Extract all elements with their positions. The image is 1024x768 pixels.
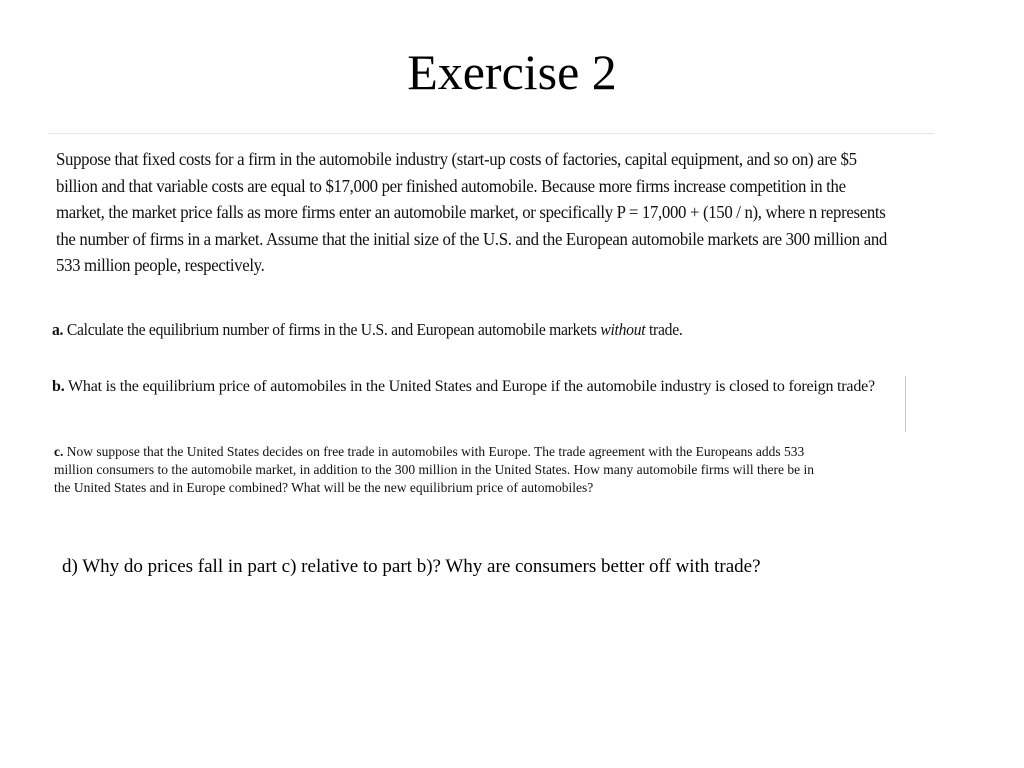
question-c	[54, 443, 814, 498]
question-a-text-before: Calculate the equilibrium number of firms in the U.S. and European automobile markets	[63, 320, 601, 339]
question-a	[52, 317, 843, 343]
exercise-intro-text: Suppose that fixed costs for a firm in the automobile industry (start-up costs of factories, capital equipment, and so on) are $5 billion and that variable costs are equal to $17,000 per finished automobile. Because more firms increase competition in the market, the market price falls as more firms enter an automobile market, or specifically P = 17,000 + (150 / n), where n represents the number of firms in a market. Assume that the initial size of the U.S. and the European automobile markets are 300 million and 533 million people, respectively.	[56, 149, 887, 275]
question-c-text: Now suppose that the United States decides on free trade in automobiles with Europe. The trade agreement with the Europeans adds 533 million consumers to the automobile market, in addition to the 300 million in the United States. How many automobile firms will there be in the United States and in Europe combined? What will be the new equilibrium price of automobiles?	[54, 444, 815, 496]
question-b-label: b.	[52, 378, 65, 395]
question-a-label: a.	[52, 320, 64, 339]
question-b	[52, 376, 897, 398]
question-a-emphasis: without	[600, 320, 646, 339]
question-b-text: What is the equilibrium price of automobiles in the United States and Europe if the automobile industry is closed to foreign trade?	[64, 378, 875, 395]
top-divider	[48, 133, 934, 134]
question-b-side-rule	[905, 376, 906, 432]
slide-title: Exercise 2	[407, 44, 617, 100]
question-d: d) Why do prices fall in part c) relative to part b)? Why are consumers better off with trade?	[62, 556, 761, 577]
question-a-text-after: trade.	[645, 320, 683, 339]
question-c-label: c.	[54, 444, 64, 459]
